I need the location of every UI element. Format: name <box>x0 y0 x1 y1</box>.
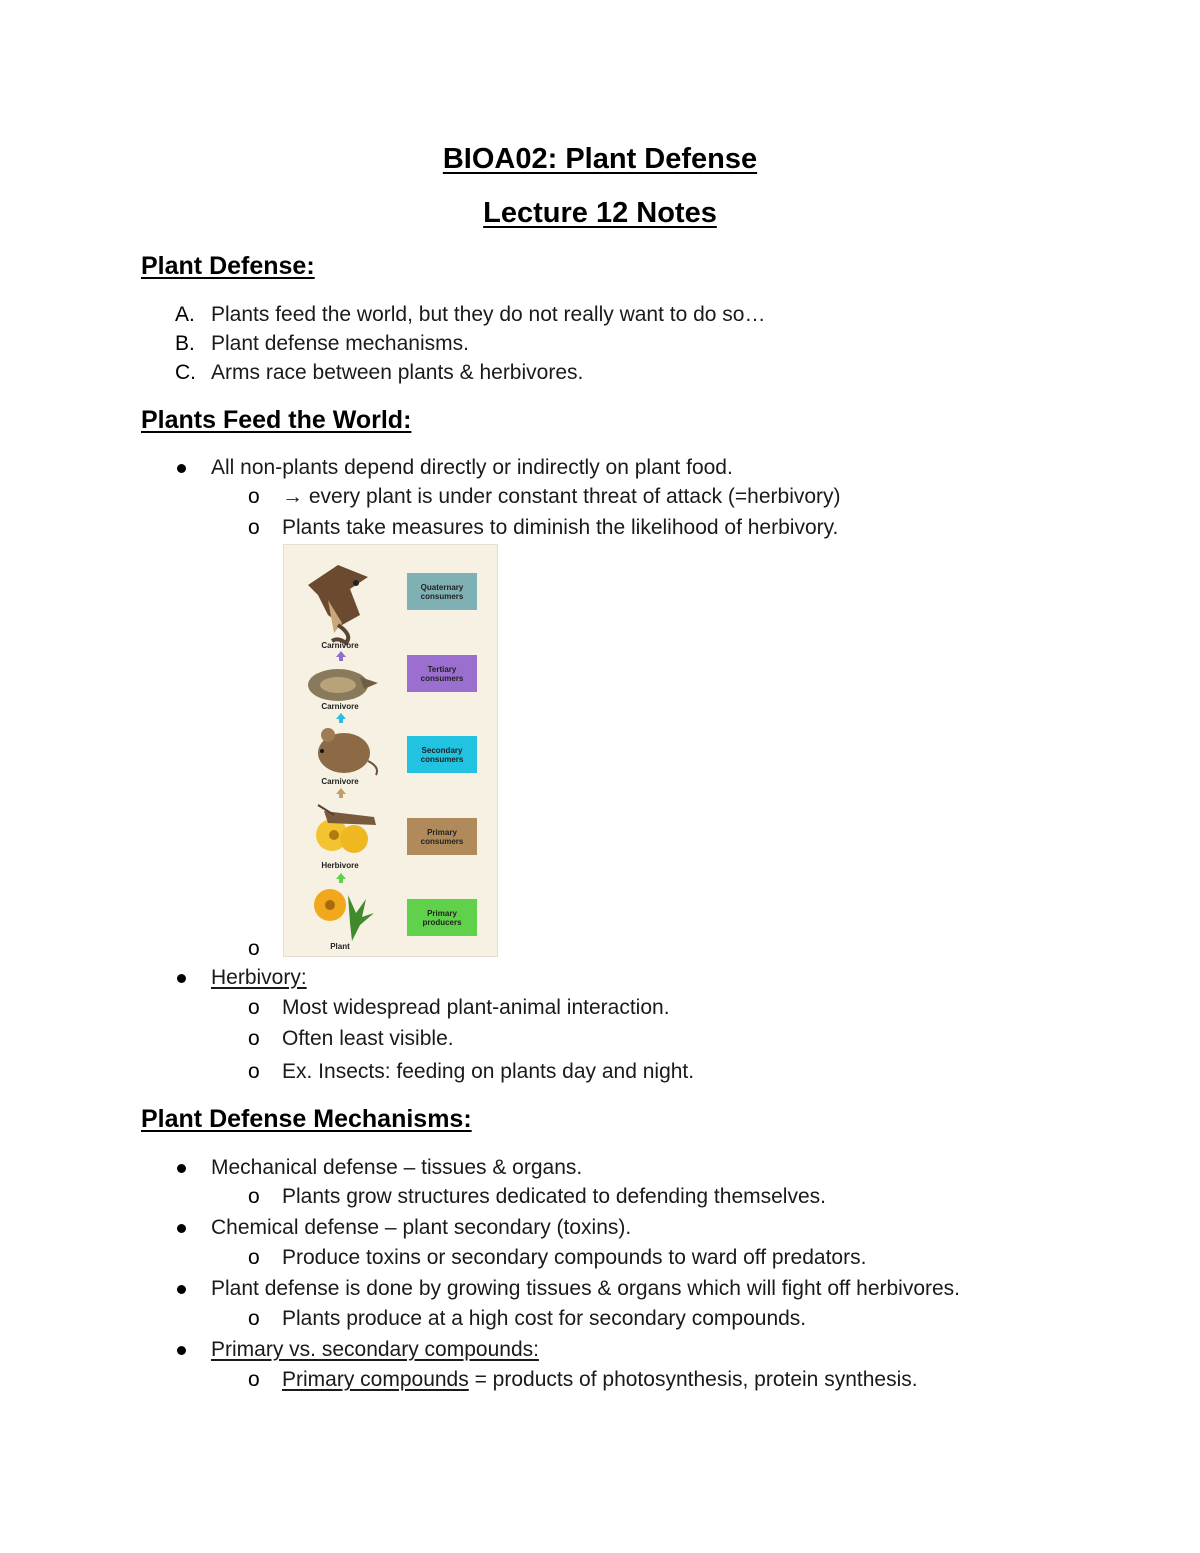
sub-list-item: Ex. Insects: feeding on plants day and night. <box>282 1060 695 1083</box>
bullet-icon <box>177 974 186 983</box>
sub-list-item: Most widespread plant-animal interaction. <box>282 996 670 1019</box>
bullet-icon <box>177 1285 186 1294</box>
section-heading-defense-mechanisms: Plant Defense Mechanisms: <box>141 1105 472 1133</box>
list-item: Plant defense mechanisms. <box>211 332 469 355</box>
list-item: Mechanical defense – tissues & organs. <box>211 1156 583 1179</box>
bullet-icon <box>177 1224 186 1233</box>
snake-icon <box>304 657 382 707</box>
document-subtitle: Lecture 12 Notes <box>483 197 717 229</box>
sub-bullet-icon: o <box>248 516 260 539</box>
animal-label: Plant <box>330 942 350 951</box>
list-marker: C. <box>175 361 196 384</box>
list-item-compounds: Primary vs. secondary compounds: <box>211 1338 539 1361</box>
sub-list-item: Produce toxins or secondary compounds to ward off predators. <box>282 1246 867 1269</box>
up-arrow-icon <box>336 873 346 883</box>
list-item-herbivory: Herbivory: <box>211 966 307 989</box>
mouse-icon <box>306 721 382 777</box>
section-heading-plants-feed-world: Plants Feed the World: <box>141 406 412 434</box>
definition-text: = products of photosynthesis, protein synthesis. <box>468 1368 918 1391</box>
tier-box-tertiary: Tertiary consumers <box>407 655 477 692</box>
tier-box-quaternary: Quaternary consumers <box>407 573 477 610</box>
tier-box-primary-consumers: Primary consumers <box>407 818 477 855</box>
bullet-icon <box>177 464 186 473</box>
sub-list-item: → every plant is under constant threat of attack (=herbivory) <box>282 485 841 508</box>
sub-bullet-icon: o <box>248 996 260 1019</box>
tier-box-primary-producers: Primary producers <box>407 899 477 936</box>
list-item: Plants feed the world, but they do not really want to do so… <box>211 303 766 326</box>
plant-icon <box>308 883 378 943</box>
hawk-icon <box>298 555 378 645</box>
bullet-icon <box>177 1164 186 1173</box>
sub-list-item: Plants produce at a high cost for secondary compounds. <box>282 1307 807 1330</box>
list-item: All non-plants depend directly or indirectly on plant food. <box>211 456 733 479</box>
food-chain-figure <box>283 544 498 957</box>
arrow-shape <box>336 873 346 883</box>
sub-list-item: Often least visible. <box>282 1027 454 1050</box>
list-marker: A. <box>175 303 195 326</box>
sub-list-item: Plants grow structures dedicated to defending themselves. <box>282 1185 826 1208</box>
term-primary-compounds: Primary compounds <box>282 1368 469 1391</box>
sub-list-item: Plants take measures to diminish the likelihood of herbivory. <box>282 516 839 539</box>
list-marker: B. <box>175 332 195 355</box>
sub-bullet-icon: o <box>248 1027 260 1050</box>
sub-bullet-icon: o <box>248 1185 260 1208</box>
animal-label: Carnivore <box>321 702 359 711</box>
animal-label: Carnivore <box>321 641 359 650</box>
animal-label: Herbivore <box>321 861 359 870</box>
list-item: Arms race between plants & herbivores. <box>211 361 584 384</box>
grasshopper-icon <box>304 795 388 861</box>
sub-bullet-icon: o <box>248 937 260 960</box>
list-item: Chemical defense – plant secondary (toxins). <box>211 1216 632 1239</box>
document-title: BIOA02: Plant Defense <box>442 143 758 175</box>
sub-bullet-icon: o <box>248 1060 260 1083</box>
sub-bullet-icon: o <box>248 1368 260 1391</box>
section-heading-plant-defense: Plant Defense: <box>141 252 315 280</box>
sub-bullet-icon: o <box>248 485 260 508</box>
sub-bullet-icon: o <box>248 1246 260 1269</box>
tier-box-secondary: Secondary consumers <box>407 736 477 773</box>
bullet-icon <box>177 1346 186 1355</box>
animal-label: Carnivore <box>321 777 359 786</box>
list-item: Plant defense is done by growing tissues & organs which will fight off herbivores. <box>211 1277 961 1300</box>
sub-bullet-icon: o <box>248 1307 260 1330</box>
sub-list-item <box>282 1368 918 1392</box>
